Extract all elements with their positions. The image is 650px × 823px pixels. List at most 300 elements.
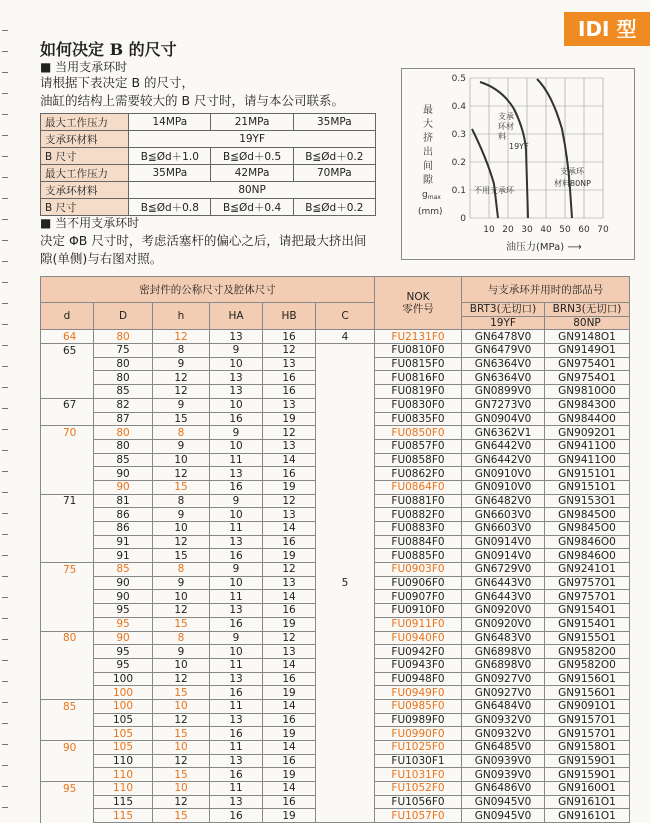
cell-nok: FU0864F0 [375,480,462,494]
cell-ha: 16 [210,412,263,426]
binding-hole [2,618,8,619]
cell-nok: FU0985F0 [375,699,462,713]
cell-D: 90 [94,576,153,590]
cell-h: 15 [153,809,210,823]
label-80np: 材料80NP [554,179,591,188]
cell-ha: 13 [210,371,263,385]
cell-d [41,508,94,522]
gmax-symbol: g [422,190,428,200]
cell-80np: GN9161O1 [545,795,630,809]
binding-hole [2,807,8,808]
cell-D: 80 [94,426,153,440]
cell-h: 9 [153,439,210,453]
cell-D: 91 [94,549,153,563]
cell-ha: 10 [210,576,263,590]
cell-d [41,727,94,741]
cell-h: 15 [153,686,210,700]
spec-label: B 尺寸 [41,199,129,216]
binding-hole [2,219,8,220]
cell-19yf: GN0927V0 [462,686,545,700]
graph-grid [470,78,603,218]
cell-19yf: GN6479V0 [462,344,545,358]
header-nok: NOK [406,291,430,304]
cell-80np: GN9156O1 [545,686,630,700]
cell-nok: FU1052F0 [375,782,462,796]
header-nok-part [375,277,462,330]
cell-hb: 14 [263,741,316,755]
cell-d [41,617,94,631]
y-label-char: 挤 [423,133,433,144]
cell-D: 86 [94,522,153,536]
cell-nok: FU0858F0 [375,453,462,467]
cell-d [41,549,94,563]
cell-nok: FU0816F0 [375,371,462,385]
binding-hole [2,597,8,598]
cell-d: 75 [41,563,94,577]
cell-ha: 11 [210,658,263,672]
spec-cell: B≦Ød＋0.2 [293,148,375,165]
binding-hole [2,492,8,493]
page-title: 如何决定 B 的尺寸 [40,40,177,59]
cell-hb: 14 [263,699,316,713]
cell-hb: 13 [263,508,316,522]
cell-d [41,357,94,371]
binding-hole [2,303,8,304]
cell-h: 9 [153,508,210,522]
cell-nok: FU0850F0 [375,426,462,440]
cell-hb: 16 [263,535,316,549]
cell-80np: GN9151O1 [545,480,630,494]
cell-d [41,467,94,481]
cell-80np: GN9846O0 [545,549,630,563]
cell-D: 85 [94,453,153,467]
cell-nok: FU0910F0 [375,604,462,618]
binding-hole [2,345,8,346]
cell-d [41,590,94,604]
cell-h: 12 [153,467,210,481]
cell-19yf: GN0914V0 [462,549,545,563]
gmax-subscript: max [427,194,441,201]
cell-19yf: GN0920V0 [462,604,545,618]
cell-ha: 16 [210,480,263,494]
y-label-char: 大 [423,119,433,130]
cell-h: 8 [153,344,210,358]
cell-80np: GN9810O0 [545,385,630,399]
cell-nok: FU0835F0 [375,412,462,426]
graph-svg [402,69,634,259]
cell-nok: FU0857F0 [375,439,462,453]
cell-80np: GN9149O1 [545,344,630,358]
cell-d: 85 [41,699,94,713]
binding-hole [2,576,8,577]
cell-hb: 12 [263,563,316,577]
binding-hole [2,240,8,241]
cell-d: 70 [41,426,94,440]
cell-nok: FU0989F0 [375,713,462,727]
cell-d [41,385,94,399]
cell-h: 8 [153,563,210,577]
y-tick: 0.3 [451,130,466,140]
cell-D: 90 [94,480,153,494]
cell-D: 95 [94,604,153,618]
cell-D: 105 [94,727,153,741]
cell-19yf: GN0932V0 [462,713,545,727]
cell-80np: GN9158O1 [545,741,630,755]
cell-h: 10 [153,699,210,713]
cell-h: 10 [153,741,210,755]
cell-D: 80 [94,439,153,453]
cell-d [41,576,94,590]
cell-d [41,453,94,467]
cell-d: 80 [41,631,94,645]
cell-hb: 13 [263,576,316,590]
cell-h: 9 [153,645,210,659]
header-seal-dimensions: 密封件的公称尺寸及腔体尺寸 [41,277,375,303]
cell-D: 105 [94,713,153,727]
binding-hole [2,555,8,556]
cell-nok: FU0907F0 [375,590,462,604]
cell-c: 5 [316,344,375,823]
col-ha: HA [210,303,263,330]
binding-hole [2,114,8,115]
cell-d: 67 [41,398,94,412]
intro-line: 油缸的结构上需要较大的 B 尺寸时，请与本公司联系。 [40,93,345,108]
spec-cell: 42MPa [211,165,293,182]
binding-hole [2,450,8,451]
y-tick: 0 [460,214,466,224]
binding-hole [2,639,8,640]
label-19yf: 环材 [498,122,514,131]
cell-h: 12 [153,672,210,686]
x-axis-label: 油压力(MPa) ⟶ [506,242,582,253]
cell-nok: FU0942F0 [375,645,462,659]
binding-hole [2,177,8,178]
spec-label: 支承环材料 [41,182,129,199]
cell-80np: GN9159O1 [545,754,630,768]
cell-hb: 13 [263,439,316,453]
gap-line: 隙(单侧)与右图对照。 [40,251,163,266]
cell-h: 12 [153,795,210,809]
cell-ha: 13 [210,385,263,399]
cell-nok: FU0862F0 [375,467,462,481]
col-brn3: BRN3(无切口) [545,303,630,317]
cell-d [41,371,94,385]
cell-ha: 13 [210,672,263,686]
spec-cell: B≦Ød＋0.5 [211,148,293,165]
cell-ha: 13 [210,330,263,344]
extrusion-gap-graph [401,68,635,260]
cell-80np: GN9159O1 [545,768,630,782]
cell-d [41,412,94,426]
cell-19yf: GN0920V0 [462,617,545,631]
cell-80np: GN9757O1 [545,590,630,604]
cell-D: 100 [94,699,153,713]
cell-h: 10 [153,782,210,796]
cell-ha: 11 [210,590,263,604]
cell-19yf: GN0939V0 [462,768,545,782]
binding-hole [2,534,8,535]
cell-D: 85 [94,385,153,399]
cell-ha: 10 [210,398,263,412]
cell-D: 90 [94,467,153,481]
cell-ha: 10 [210,357,263,371]
cell-hb: 19 [263,549,316,563]
cell-ha: 11 [210,453,263,467]
cell-D: 85 [94,563,153,577]
cell-d [41,713,94,727]
cell-19yf: GN6443V0 [462,590,545,604]
binding-hole [2,282,8,283]
spec-cell: 19YF [129,131,376,148]
cell-nok: FU0990F0 [375,727,462,741]
cell-80np: GN9757O1 [545,576,630,590]
binding-hole [2,198,8,199]
cell-nok: FU0885F0 [375,549,462,563]
cell-ha: 13 [210,713,263,727]
cell-80np: GN9411O0 [545,439,630,453]
cell-nok: FU0911F0 [375,617,462,631]
cell-h: 8 [153,494,210,508]
cell-80np: GN9843O0 [545,398,630,412]
col-19yf: 19YF [462,316,545,330]
cell-hb: 12 [263,344,316,358]
cell-D: 95 [94,645,153,659]
cell-80np: GN9157O1 [545,713,630,727]
col-h: h [153,303,210,330]
cell-h: 15 [153,727,210,741]
binding-hole [2,72,8,73]
cell-80np: GN9160O1 [545,782,630,796]
spec-label: 支承环材料 [41,131,129,148]
cell-ha: 13 [210,795,263,809]
cell-hb: 14 [263,782,316,796]
cell-hb: 19 [263,617,316,631]
cell-ha: 9 [210,426,263,440]
table-row [41,330,630,344]
cell-nok: FU0884F0 [375,535,462,549]
section-with-support-ring: ■ 当用支承环时 [40,60,128,74]
cell-80np: GN9161O1 [545,809,630,823]
binding-hole [2,513,8,514]
cell-d: 71 [41,494,94,508]
y-label-char: 间 [423,161,433,172]
cell-19yf: GN6483V0 [462,631,545,645]
cell-h: 9 [153,576,210,590]
cell-hb: 16 [263,330,316,344]
cell-80np: GN9846O0 [545,535,630,549]
cell-ha: 11 [210,741,263,755]
binding-hole [2,786,8,787]
cell-d [41,645,94,659]
cell-nok: FU0940F0 [375,631,462,645]
cell-h: 15 [153,480,210,494]
cell-h: 9 [153,398,210,412]
cell-19yf: GN0914V0 [462,535,545,549]
binding-hole [2,660,8,661]
cell-ha: 13 [210,467,263,481]
y-label-char: 最 [423,105,433,116]
cell-hb: 19 [263,809,316,823]
cell-hb: 16 [263,371,316,385]
cell-80np: GN9154O1 [545,604,630,618]
cell-D: 75 [94,344,153,358]
cell-h: 8 [153,631,210,645]
cell-D: 80 [94,371,153,385]
cell-hb: 16 [263,604,316,618]
cell-19yf: GN6484V0 [462,699,545,713]
binding-hole [2,261,8,262]
cell-h: 10 [153,658,210,672]
cell-19yf: GN0939V0 [462,754,545,768]
binding-hole [2,408,8,409]
cell-h: 15 [153,412,210,426]
spec-cell: B≦Ød＋1.0 [129,148,211,165]
cell-hb: 12 [263,426,316,440]
cell-19yf: GN0927V0 [462,672,545,686]
cell-hb: 14 [263,522,316,536]
cell-d [41,672,94,686]
cell-D: 90 [94,631,153,645]
cell-hb: 14 [263,453,316,467]
cell-nok: FU1031F0 [375,768,462,782]
binding-hole [2,744,8,745]
cell-ha: 9 [210,563,263,577]
cell-ha: 11 [210,522,263,536]
cell-19yf: GN0910V0 [462,467,545,481]
cell-19yf: GN0910V0 [462,480,545,494]
cell-hb: 16 [263,385,316,399]
cell-D: 87 [94,412,153,426]
cell-80np: GN9155O1 [545,631,630,645]
cell-19yf: GN6442V0 [462,453,545,467]
cell-19yf: GN6478V0 [462,330,545,344]
cell-h: 10 [153,453,210,467]
cell-D: 82 [94,398,153,412]
label-19yf: 19YF [509,142,529,151]
cell-19yf: GN0899V0 [462,385,545,399]
cell-h: 10 [153,590,210,604]
cell-h: 12 [153,713,210,727]
cell-c: 4 [316,330,375,344]
cell-nok: FU0883F0 [375,522,462,536]
cell-D: 86 [94,508,153,522]
cell-80np: GN9157O1 [545,727,630,741]
cell-hb: 16 [263,467,316,481]
spec-cell: B≦Ød＋0.8 [129,199,211,216]
cell-80np: GN9154O1 [545,617,630,631]
binding-hole [2,429,8,430]
y-tick: 0.2 [451,158,466,168]
label-19yf: 支承 [498,112,514,121]
cell-80np: GN9845O0 [545,522,630,536]
spec-cell: B≦Ød＋0.2 [293,199,375,216]
cell-d [41,439,94,453]
cell-nok: FU2131F0 [375,330,462,344]
cell-h: 12 [153,385,210,399]
cell-80np: GN9091O1 [545,699,630,713]
cell-ha: 16 [210,617,263,631]
cell-d [41,522,94,536]
spec-cell: 70MPa [293,165,375,182]
cell-80np: GN9844O0 [545,412,630,426]
binding-hole [2,324,8,325]
spec-label: B 尺寸 [41,148,129,165]
cell-19yf: GN6442V0 [462,439,545,453]
y-label-char: 出 [423,147,433,158]
cell-hb: 12 [263,631,316,645]
cell-h: 15 [153,617,210,631]
binding-hole [2,30,8,31]
cell-D: 110 [94,754,153,768]
binding-hole [2,366,8,367]
cell-80np: GN9582O0 [545,658,630,672]
brand-tab: IDI 型 [564,12,650,46]
seal-dimension-table [40,276,630,823]
intro-paragraph [40,74,344,110]
cell-D: 95 [94,617,153,631]
cell-ha: 11 [210,699,263,713]
cell-d: 95 [41,782,94,796]
cell-19yf: GN0932V0 [462,727,545,741]
y-tick: 0.1 [451,186,466,196]
cell-hb: 16 [263,713,316,727]
col-hb: HB [263,303,316,330]
cell-nok: FU0948F0 [375,672,462,686]
cell-nok: FU1057F0 [375,809,462,823]
cell-d [41,686,94,700]
cell-hb: 13 [263,357,316,371]
cell-hb: 16 [263,754,316,768]
cell-D: 100 [94,672,153,686]
table-row [41,344,630,358]
binding-hole [2,135,8,136]
y-tick: 0.5 [451,74,466,84]
cell-80np: GN9754O1 [545,371,630,385]
cell-ha: 16 [210,809,263,823]
cell-19yf: GN7273V0 [462,398,545,412]
spec-cell: 80NP [129,182,376,199]
cell-ha: 16 [210,727,263,741]
cell-nok: FU0830F0 [375,398,462,412]
unit-label: (mm) [418,207,443,217]
spec-cell: 35MPa [293,114,375,131]
x-tick: 20 [502,225,514,235]
header-part-no: 零件号 [402,303,434,316]
cell-19yf: GN0945V0 [462,809,545,823]
cell-80np: GN9151O1 [545,467,630,481]
cell-hb: 13 [263,398,316,412]
cell-d: 64 [41,330,94,344]
x-tick: 70 [597,225,609,235]
cell-D: 81 [94,494,153,508]
cell-h: 12 [153,604,210,618]
cell-h: 12 [153,371,210,385]
cell-hb: 19 [263,768,316,782]
cell-19yf: GN6603V0 [462,522,545,536]
cell-hb: 19 [263,686,316,700]
cell-d [41,604,94,618]
cell-D: 91 [94,535,153,549]
spec-label: 最大工作压力 [41,165,129,182]
cell-80np: GN9241O1 [545,563,630,577]
cell-D: 115 [94,795,153,809]
binding-hole [2,471,8,472]
cell-19yf: GN6364V0 [462,357,545,371]
spec-cell: 35MPa [129,165,211,182]
binding-hole [2,681,8,682]
x-tick: 10 [483,225,495,235]
gmax-label [422,190,441,201]
